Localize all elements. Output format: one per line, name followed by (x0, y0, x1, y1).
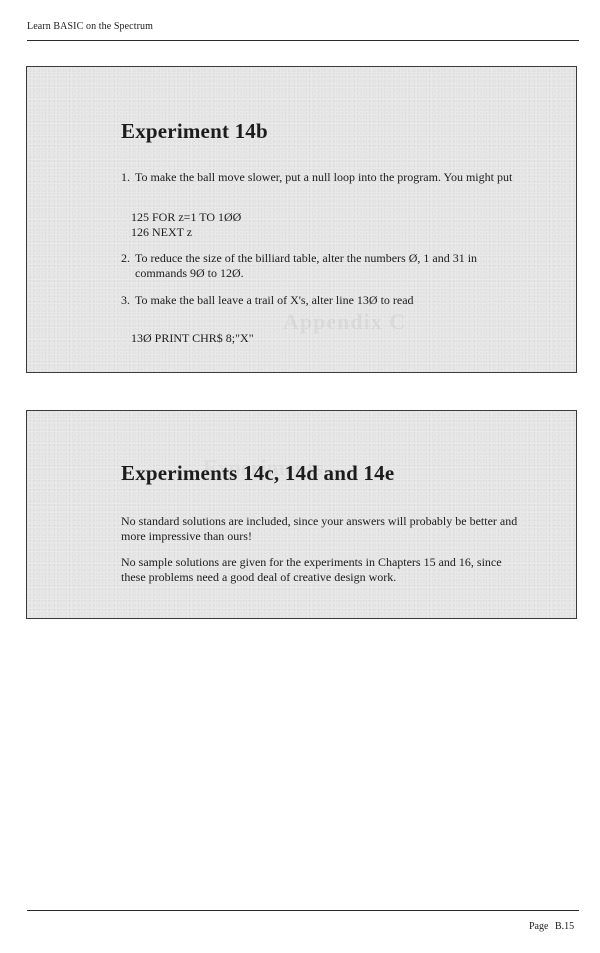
experiment-14b-box (26, 66, 577, 373)
paragraph: No standard solutions are included, since your answers will probably be better and more impressive than ours! (121, 514, 518, 543)
list-item-number: 2. (121, 251, 130, 265)
code-line: 126 NEXT z (131, 225, 193, 239)
running-head: Learn BASIC on the Spectrum (27, 21, 154, 32)
code-line: 13Ø PRINT CHR$ 8;"X" (131, 331, 254, 345)
experiment-14b-heading: Experiment 14b (121, 119, 268, 143)
code-line: 125 FOR z=1 TO 1ØØ (131, 210, 242, 224)
list-item (121, 170, 521, 185)
list-item-number: 3. (121, 293, 130, 307)
paragraph: No sample solutions are given for the experiments in Chapters 15 and 16, since these problems need a good deal of creative design work. (121, 555, 502, 584)
footer-rule (27, 910, 579, 911)
list-item-text: To make the ball leave a trail of X's, alter line 13Ø to read (135, 293, 414, 307)
experiments-14c-14e-box (26, 410, 577, 619)
list-item-number: 1. (121, 170, 130, 184)
header-rule (27, 40, 579, 41)
page-number: Page B.15 (529, 921, 575, 932)
list-item (121, 251, 521, 281)
show-through-text: Appendix C (283, 309, 407, 334)
list-item-text: To reduce the size of the billiard table, alter the numbers Ø, 1 and 31 in commands 9Ø to 12Ø. (135, 251, 478, 280)
list-item (121, 293, 521, 308)
list-item-text: To make the ball move slower, put a null loop into the program. You might put (135, 170, 513, 184)
experiments-14c-14e-heading: Experiments 14c, 14d and 14e (121, 461, 395, 485)
